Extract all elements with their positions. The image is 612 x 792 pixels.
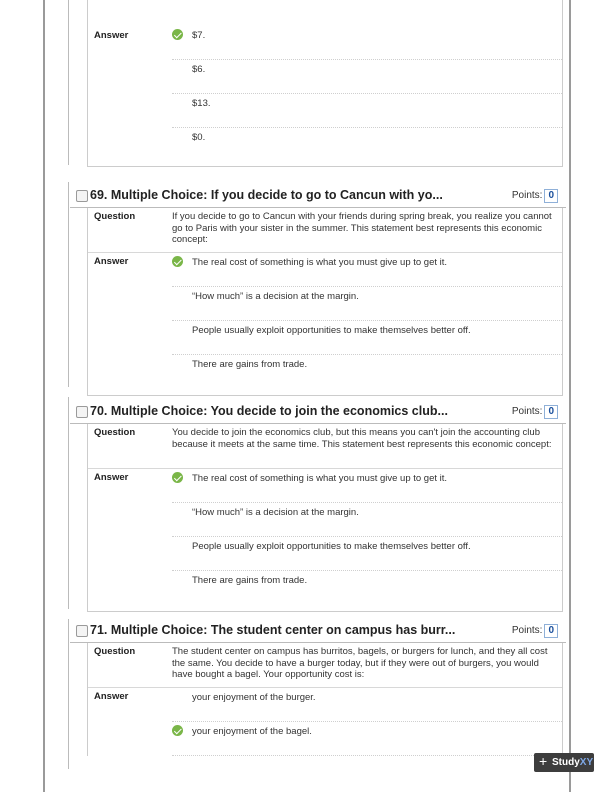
question-label: Question: [94, 427, 136, 438]
question-70: [70, 401, 566, 612]
points-label: Points:: [511, 406, 543, 417]
page-left-rule: [43, 0, 45, 792]
question-label: Question: [94, 211, 136, 222]
answer-choice[interactable]: [172, 94, 562, 128]
choice-text: There are gains from trade.: [192, 359, 308, 370]
answer-choice[interactable]: [172, 571, 562, 611]
answer-choice[interactable]: [172, 469, 562, 503]
answer-choices: [172, 253, 562, 395]
points-indicator: [512, 624, 558, 638]
points-indicator: [512, 189, 558, 203]
choice-text: People usually exploit opportunities to make themselves better off.: [192, 541, 471, 552]
question-body: [87, 643, 563, 756]
question-71: [70, 620, 566, 756]
answer-choice[interactable]: [172, 503, 562, 537]
choice-text: $0.: [192, 132, 206, 143]
answer-label: Answer: [94, 472, 129, 483]
question-title: 70. Multiple Choice: You decide to join the economics club...: [90, 404, 448, 418]
correct-check-icon: [172, 725, 183, 736]
choice-text: $6.: [192, 64, 206, 75]
points-label: Points:: [511, 625, 543, 636]
previous-question-answer: [70, 0, 566, 167]
choice-text: There are gains from trade.: [192, 575, 308, 586]
points-indicator: [512, 405, 558, 419]
question-select-checkbox[interactable]: [76, 190, 88, 202]
question-header: [70, 620, 566, 643]
choice-text: your enjoyment of the burger.: [192, 692, 316, 703]
points-value[interactable]: 0: [544, 405, 558, 419]
answer-label: Answer: [94, 256, 129, 267]
answer-choice[interactable]: [172, 287, 562, 321]
answer-choice[interactable]: [172, 722, 562, 756]
answer-label: Answer: [94, 691, 129, 702]
question-separator-rule: [68, 619, 69, 769]
question-separator-rule: [68, 182, 69, 387]
question-label: Question: [94, 646, 136, 657]
points-label: Points:: [511, 190, 543, 201]
question-body: [87, 208, 563, 396]
question-title: 71. Multiple Choice: The student center on campus has burr...: [90, 623, 456, 637]
question-body: [87, 424, 563, 612]
question-header: [70, 401, 566, 424]
plus-icon: +: [539, 753, 548, 769]
choice-text: The real cost of something is what you must give up to get it.: [192, 473, 448, 484]
correct-check-icon: [172, 29, 183, 40]
answer-label: Answer: [94, 30, 129, 41]
page-right-rule: [569, 0, 571, 792]
brand-xy: XY: [579, 757, 594, 768]
question-separator-rule: [68, 397, 69, 609]
answer-choice[interactable]: [172, 26, 562, 60]
question-text: The student center on campus has burritos, bagels, or burgers for lunch, and they all cost the same. You decide to have a burger today, but if they were out of burgers, you would have bought a bagel. Your opportunity cost is:: [172, 646, 548, 680]
correct-check-icon: [172, 256, 183, 267]
question-text: You decide to join the economics club, but this means you can't join the accounting club because it meets at the same time. This statement best represents this economic concept:: [172, 427, 552, 450]
answer-choice[interactable]: [172, 688, 562, 722]
choice-text: “How much” is a decision at the margin.: [192, 291, 359, 302]
question-69: [70, 185, 566, 396]
answer-choices: [172, 469, 562, 611]
answer-choices: [172, 0, 562, 166]
choice-text: People usually exploit opportunities to make themselves better off.: [192, 325, 471, 336]
answer-choice[interactable]: [172, 321, 562, 355]
points-value[interactable]: 0: [544, 624, 558, 638]
brand-study: Study: [552, 757, 580, 768]
answer-choice[interactable]: [172, 355, 562, 395]
points-value[interactable]: 0: [544, 189, 558, 203]
choice-text: The real cost of something is what you must give up to get it.: [192, 257, 448, 268]
question-select-checkbox[interactable]: [76, 625, 88, 637]
answer-choices: [172, 688, 562, 756]
answer-choice[interactable]: [172, 537, 562, 571]
choice-text: your enjoyment of the bagel.: [192, 726, 312, 737]
answer-choice[interactable]: [172, 60, 562, 94]
choice-text: $13.: [192, 98, 211, 109]
choice-text: “How much” is a decision at the margin.: [192, 507, 359, 518]
answer-choice[interactable]: [172, 253, 562, 287]
studyxy-logo[interactable]: [534, 753, 594, 772]
correct-check-icon: [172, 472, 183, 483]
question-text: If you decide to go to Cancun with your friends during spring break, you realize you cannot go to Paris with your sister in the summer. This statement best represents this economic concept:: [172, 211, 552, 245]
question-header: [70, 185, 566, 208]
choice-text: $7.: [192, 30, 206, 41]
question-separator-rule: [68, 0, 69, 165]
question-select-checkbox[interactable]: [76, 406, 88, 418]
question-title: 69. Multiple Choice: If you decide to go to Cancun with yo...: [90, 188, 443, 202]
brand-wordmark: [552, 753, 593, 772]
answer-choice[interactable]: [172, 128, 562, 166]
